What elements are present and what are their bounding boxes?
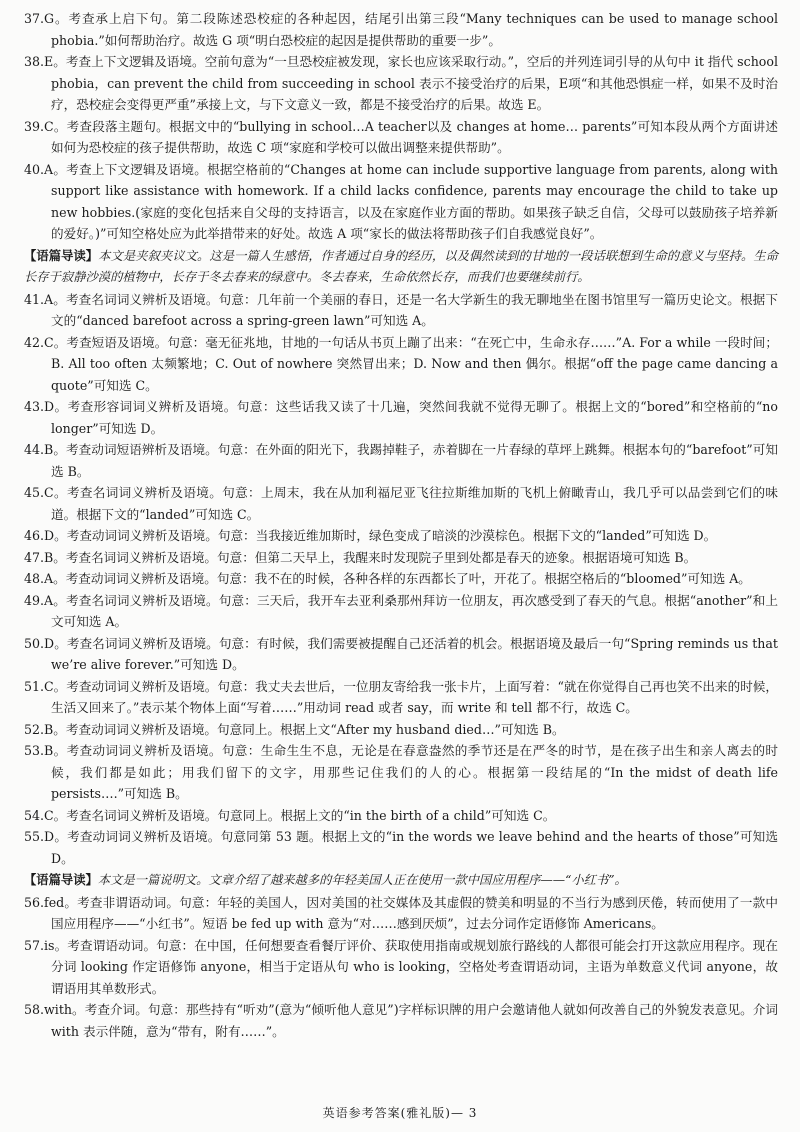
- answer-item-46: 46.D。考查动词词义辨析及语境。句意：当我接近维加斯时，绿色变成了暗淡的沙漠棕色。根据下文的“landed”可知选 D。: [24, 528, 717, 543]
- answer-item-57: 57.is。考查谓语动词。句意：在中国，任何想要查看餐厅评价、获取使用指南或规划旅行路线的人都很可能会打开这款应用程序。现在分词 looking 作定语修饰 anyone，相当于定语从句 who is looking，空格处考查谓语动词，主语为单数意义代词 anyone，故谓语用其单数形式。: [24, 937, 778, 996]
- answer-item-44: 44.B。考查动词短语辨析及语境。句意：在外面的阳光下，我踢掉鞋子，赤着脚在一片春绿的草坪上跳舞。根据本句的“barefoot”可知选 B。: [24, 442, 778, 479]
- answer-item-55: 55.D。考查动词词义辨析及语境。句意同第 53 题。根据上文的“in the words we leave behind and the hearts of those”可知选 D。: [24, 829, 778, 866]
- answer-item-48: 48.A。考查动词词义辨析及语境。句意：我不在的时候，各种各样的东西都长了叶，开花了。根据空格后的“bloomed”可知选 A。: [24, 571, 751, 586]
- answer-item-37: 37.G。考查承上启下句。第二段陈述恐校症的各种起因，结尾引出第三段“Many techniques can be used to manage school phobia.”如何帮助治疗。故选 G 项“明白恐校症的起因是提供帮助的重要一步”。: [24, 11, 778, 48]
- answer-item-40: 40.A。考查上下文逻辑及语境。根据空格前的“Changes at home can include supportive language from parents, along with support like assistance with homework. If a child lacks confidence, parents may encourage the child to take up new hobbies.(家庭的变化包括来自父母的支持语言，以及在家庭作业方面的帮助。如果孩子缺乏自信，父母可以鼓励孩子培养新的爱好。)”可知空格处应为此举措带来的好处。故选 A 项“家长的做法将帮助孩子们自我感觉良好”。: [24, 161, 778, 241]
- answer-item-38: 38.E。考查上下文逻辑及语境。空前句意为“一旦恐校症被发现，家长也应该采取行动。”，空后的并列连词引导的从句中 it 指代 school phobia，can prevent the child from succeeding in school 表示不接受治疗的后果，E项“和其他恐惧症一样，如果不及时治疗，恐校症会变得更严重”承接上文，与下文意义一致，都是不接受治疗的后果。故选 E。: [24, 54, 778, 112]
- answer-item-52: 52.B。考查动词词义辨析及语境。句意同上。根据上文“After my husband died…”可知选 B。: [24, 721, 565, 737]
- answer-item-58: 58.with。考查介词。句意：那些持有“听劝”(意为“倾听他人意见”)字样标识牌的用户会邀请他人就如何改善自己的外貌发表意见。介词 with 表示伴随，意为“带有，附有……”。: [24, 1002, 778, 1039]
- reading-guide-tag: 【语篇导读】: [24, 247, 99, 263]
- reading-guide-text: 本文是夹叙夹议文。这是一篇人生感悟，作者通过自身的经历，以及偶然读到的甘地的一段话联想到生命的意义与坚持。生命长存于寂静沙漠的植物中，长存于冬去春来的绿意中。冬去春来，生命依然长存，而我们也要继续前行。: [24, 248, 778, 284]
- answer-item-49: 49.A。考查名词词义辨析及语境。句意：三天后，我开车去亚利桑那州拜访一位朋友，再次感受到了春天的气息。根据“another”和上文可知选 A。: [24, 592, 778, 629]
- answer-item-42: 42.C。考查短语及语境。句意：毫无征兆地，甘地的一句话从书页上蹦了出来：“在死亡中，生命永存……”A. For a while 一段时间；B. All too often 太频繁地；C. Out of nowhere 突然冒出来；D. Now and then 偶尔。根据“off the page came dancing a quote”可知选 C。: [24, 334, 778, 393]
- answer-item-56: 56.fed。考查非谓语动词。句意：年轻的美国人，因对美国的社交媒体及其虚假的赞美和明显的不当行为感到厌倦，转而使用了一款中国应用程序——“小红书”。短语 be fed up with 意为“对……感到厌烦”，过去分词作定语修饰 Americans。: [24, 894, 778, 931]
- answer-item-39: 39.C。考查段落主题句。根据文中的“bullying in school…A teacher以及 changes at home… parents”可知本段从两个方面讲述如何为恐校症的孩子提供帮助，故选 C 项“家庭和学校可以做出调整来提供帮助”。: [24, 118, 778, 155]
- answer-list: [24, 8, 778, 1042]
- answer-item-41: 41.A。考查名词词义辨析及语境。句意：几年前一个美丽的春日，还是一名大学新生的我无聊地坐在图书馆里写一篇历史论文。根据下文的“danced barefoot across a spring-green lawn”可知选 A。: [24, 291, 778, 328]
- reading-guide-tag: 【语篇导读】: [24, 872, 98, 887]
- answer-item-51: 51.C。考查动词词义辨析及语境。句意：我丈夫去世后，一位朋友寄给我一张卡片，上面写着：“就在你觉得自己再也笑不出来的时候，生活又回来了。”表示某个物体上面“写着……”用动词 read 或者 say，而 write 和 tell 都不行，故选 C。: [24, 678, 778, 715]
- reading-guide: [24, 245, 778, 289]
- answer-item-47: 47.B。考查名词词义辨析及语境。句意：但第二天早上，我醒来时发现院子里到处都是春天的迹象。根据语境可知选 B。: [24, 549, 697, 565]
- answer-item-50: 50.D。考查名词词义辨析及语境。句意：有时候，我们需要被提醒自己还活着的机会。根据语境及最后一句“Spring reminds us that we’re alive forever.”可知选 D。: [24, 635, 778, 672]
- answer-item-45: 45.C。考查名词词义辨析及语境。句意：上周末，我在从加利福尼亚飞往拉斯维加斯的飞机上俯瞰青山，我几乎可以品尝到它们的味道。根据下文的“landed”可知选 C。: [24, 485, 778, 522]
- answer-item-53: 53.B。考查动词词义辨析及语境。句意：生命生生不息，无论是在春意盎然的季节还是在严冬的时节，是在孩子出生和亲人离去的时候，我们都是如此；用我们留下的文字，用那些记住我们的人的心。根据第一段结尾的“In the midst of death life persists….”可知选 B。: [24, 743, 778, 801]
- reading-guide: [24, 869, 778, 892]
- page-footer: 英语参考答案(雅礼版)— 3: [322, 1106, 478, 1120]
- reading-guide-text: 本文是一篇说明文。文章介绍了越来越多的年轻美国人正在使用一款中国应用程序——“小红书”。: [97, 873, 627, 887]
- answer-item-54: 54.C。考查名词词义辨析及语境。句意同上。根据上文的“in the birth of a child”可知选 C。: [24, 807, 556, 823]
- answer-item-43: 43.D。考查形容词词义辨析及语境。句意：这些话我又读了十几遍，突然间我就不觉得无聊了。根据上文的“bored”和空格前的“no longer”可知选 D。: [24, 399, 778, 436]
